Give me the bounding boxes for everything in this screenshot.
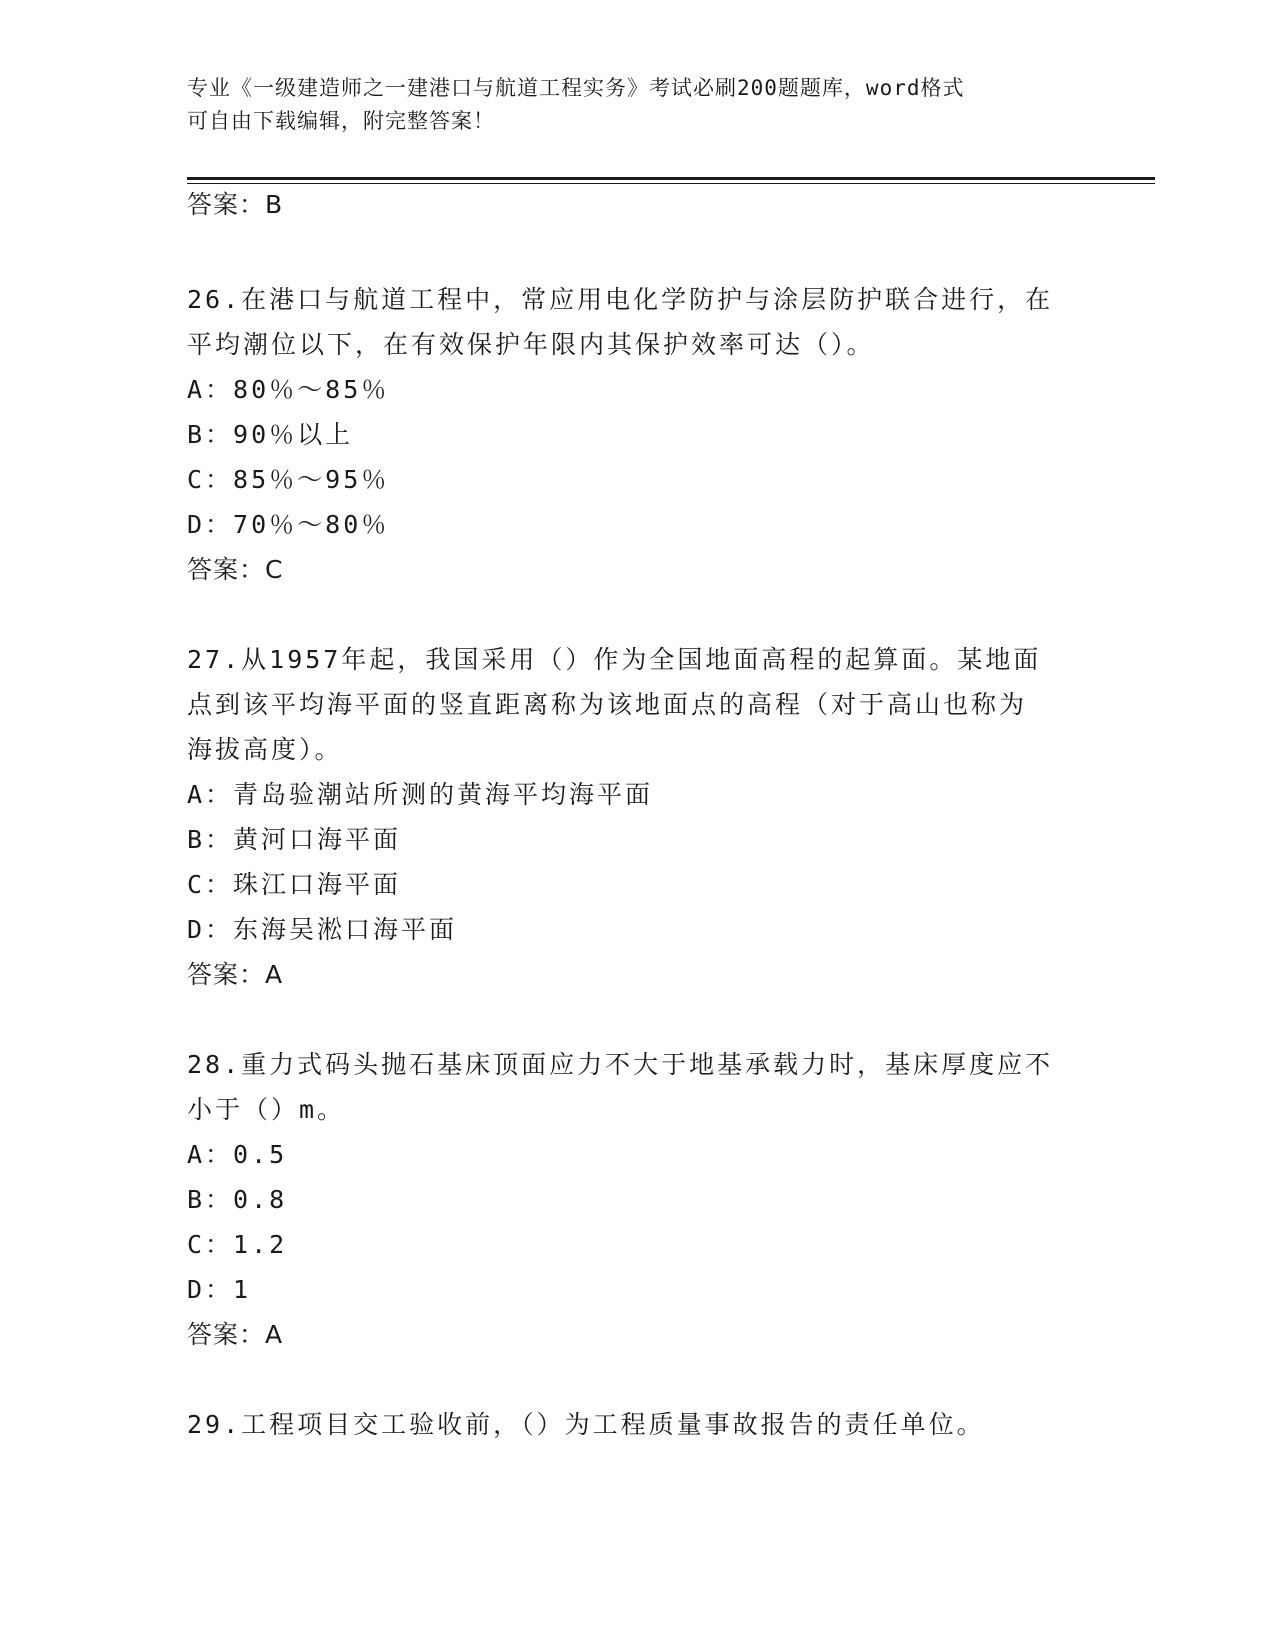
header-divider-thick xyxy=(187,177,1155,180)
page-header xyxy=(187,72,1087,138)
header-line-2: 可自由下载编辑，附完整答案！ xyxy=(187,109,495,133)
option-c: C：85％～95％ xyxy=(187,465,390,494)
option-c: C：珠江口海平面 xyxy=(187,870,402,899)
option-b: B：0.8 xyxy=(187,1185,288,1214)
option-a: A：青岛验潮站所测的黄海平均海平面 xyxy=(187,780,654,809)
option-b: B：90％以上 xyxy=(187,420,354,449)
option-d: D：东海吴淞口海平面 xyxy=(187,915,458,944)
question-text-line: 27.从1957年起，我国采用（）作为全国地面高程的起算面。某地面 xyxy=(187,645,1042,674)
header-line-1: 专业《一级建造师之一建港口与航道工程实务》考试必刷200题题库，word格式 xyxy=(187,76,965,100)
option-d: D：70％～80％ xyxy=(187,510,390,539)
question-text-line: 26.在港口与航道工程中，常应用电化学防护与涂层防护联合进行，在 xyxy=(187,285,1054,314)
question-text-line: 29.工程项目交工验收前，（）为工程质量事故报告的责任单位。 xyxy=(187,1410,985,1439)
header-divider-thin xyxy=(187,183,1155,184)
question-text-line: 小于（）m。 xyxy=(187,1095,346,1124)
option-d: D：1 xyxy=(187,1275,252,1304)
question-text-line: 海拔高度）。 xyxy=(187,735,343,764)
option-a: A：0.5 xyxy=(187,1140,288,1169)
question-text-line: 点到该平均海平面的竖直距离称为该地面点的高程（对于高山也称为 xyxy=(187,690,1028,719)
answer-label: 答案：A xyxy=(187,960,284,989)
answer-label: 答案：A xyxy=(187,1320,284,1349)
option-c: C：1.2 xyxy=(187,1230,288,1259)
option-b: B：黄河口海平面 xyxy=(187,825,402,854)
answer-label: 答案：C xyxy=(187,555,284,584)
previous-answer: 答案：B xyxy=(187,190,284,219)
question-text-line: 平均潮位以下，在有效保护年限内其保护效率可达（）。 xyxy=(187,330,875,359)
option-a: A：80％～85％ xyxy=(187,375,390,404)
question-text-line: 28.重力式码头抛石基床顶面应力不大于地基承载力时，基床厚度应不 xyxy=(187,1050,1054,1079)
